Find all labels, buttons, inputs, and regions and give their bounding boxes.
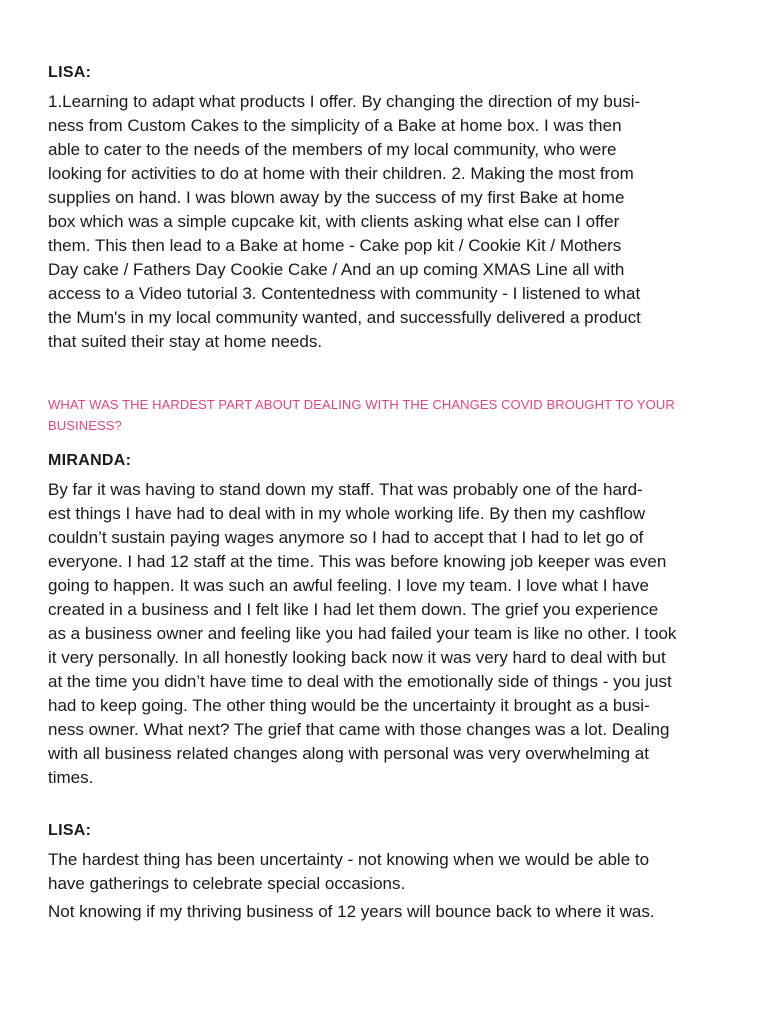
answer-text: By far it was having to stand down my staff. That was probably one of the hard- est things I have had to deal with in my whole working life. By then my cashflow couldn’t sustain paying wages anymore so I had to accept that I had to let go of everyone. I had 12 staff at the time. This was before knowing job keeper was even going to happen. It was such an awful feeling. I love my team. I love what I have created in a business and I felt like I had let them down. The grief you experience as a business owner and feeling like you had failed your team is like no other. I took it very personally. In all honestly looking back now it was very hard to deal with but at the time you didn’t have time to deal with the emotionally side of things - you just had to keep going. The other thing would be the uncertainty it brought as a busi- ness owner. What next? The grief that came with those changes was a lot. Dealing with all business related changes along with personal was very overwhelming at times. (48, 480, 677, 787)
answer-text: 1.Learning to adapt what products I offer. By changing the direction of my busi- ness from Custom Cakes to the simplicity of a Bake at home box. I was then able to cater to the needs of the members of my local community, who were looking for activities to do at home with their children. 2. Making the most from supplies on hand. I was blown away by the success of my first Bake at home box which was a simple cupcake kit, with clients asking what else can I offer them. This then lead to a Bake at home - Cake pop kit / Cookie Kit / Mothers Day cake / Fathers Day Cookie Cake / And an up coming XMAS Line all with access to a Video tutorial 3. Contentedness with community - I listened to what the Mum's in my local community wanted, and successfully delivered a product that suited their stay at home needs. (48, 92, 641, 351)
interview-question: WHAT WAS THE HARDEST PART ABOUT DEALING WITH THE CHANGES COVID BROUGHT TO YOUR BUSINESS? (48, 397, 675, 433)
lisa-answer-2 (48, 820, 744, 924)
answer-text: Not knowing if my thriving business of 12 years will bounce back to where it was. (48, 902, 655, 921)
miranda-answer (48, 450, 744, 790)
answer-text: The hardest thing has been uncertainty - not knowing when we would be able to have gatherings to celebrate special occasions. (48, 850, 650, 893)
lisa-answer-1 (48, 62, 744, 354)
speaker-label: MIRANDA: (48, 452, 132, 469)
speaker-label: LISA: (48, 64, 92, 81)
speaker-label: LISA: (48, 822, 92, 839)
